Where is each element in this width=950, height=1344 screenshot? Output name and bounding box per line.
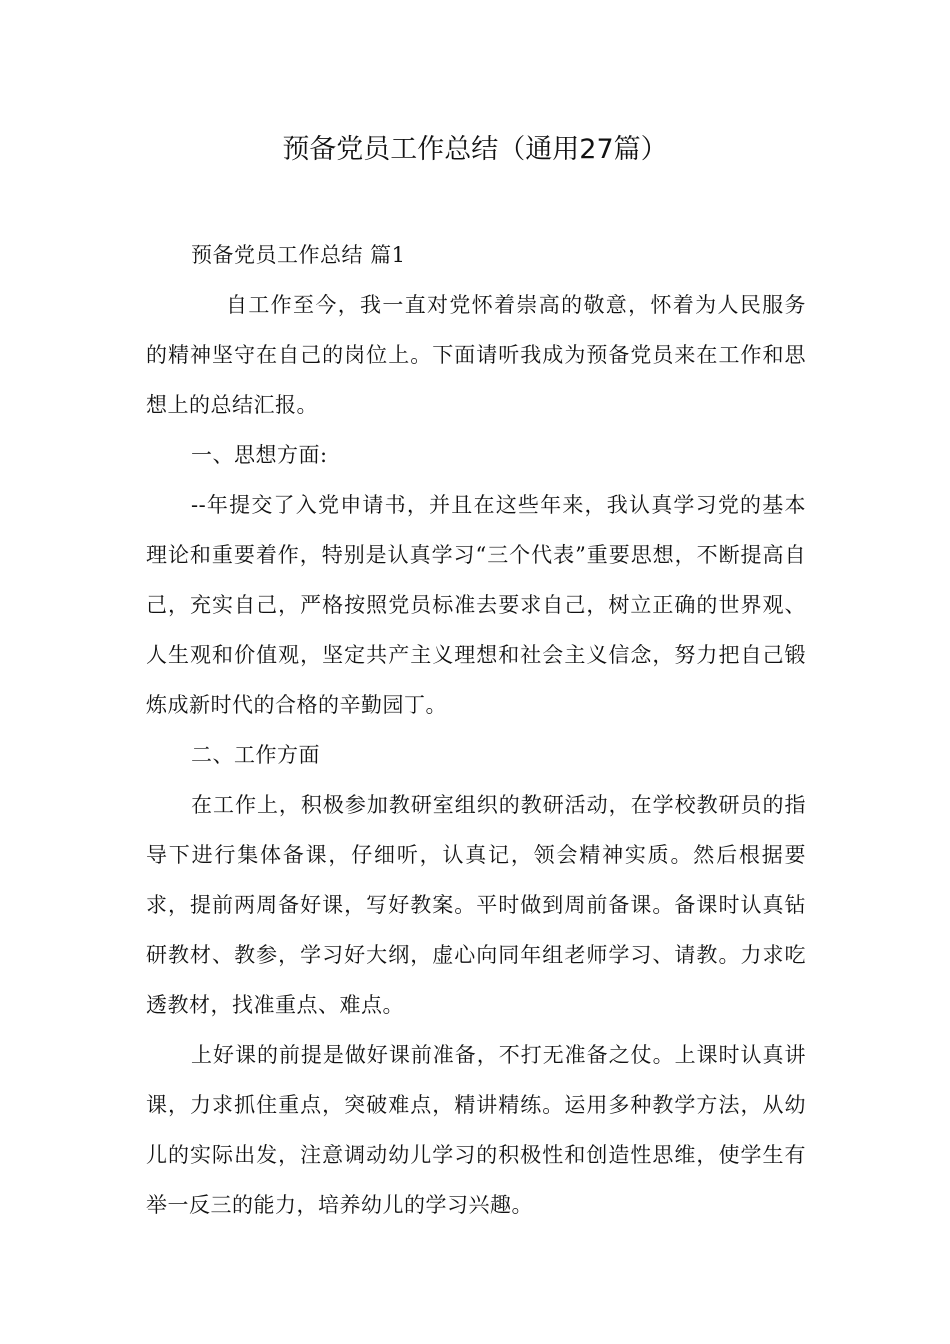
paragraph: 在工作上，积极参加教研室组织的教研活动，在学校教研员的指导下进行集体备课，仔细听，认真记，领会精神实质。然后根据要求，提前两周备好课，写好教案。平时做到周前备课。备课时认真钻研教材、教参，学习好大纲，虚心向同年组老师学习、请教。力求吃透教材，找准重点、难点。 [146, 793, 806, 1017]
document-title: 预备党员工作总结（通用27篇） [282, 134, 668, 165]
section-heading: 预备党员工作总结 篇1 [191, 243, 406, 267]
paragraph: 自工作至今，我一直对党怀着崇高的敬意，怀着为人民服务的精神坚守在自己的岗位上。下面请听我成为预备党员来在工作和思想上的总结汇报。 [146, 293, 806, 417]
section-heading: 一、思想方面: [191, 443, 328, 467]
paragraph: --年提交了入党申请书，并且在这些年来，我认真学习党的基本理论和重要着作，特别是认真学习“三个代表”重要思想，不断提高自己，充实自己，严格按照党员标准去要求自己，树立正确的世界观、人生观和价值观，坚定共产主义理想和社会主义信念，努力把自己锻炼成新时代的合格的辛勤园丁。 [146, 493, 806, 717]
document-body [146, 230, 806, 1230]
paragraph: 上好课的前提是做好课前准备，不打无准备之仗。上课时认真讲课，力求抓住重点，突破难点，精讲精练。运用多种教学方法，从幼儿的实际出发，注意调动幼儿学习的积极性和创造性思维，使学生有举一反三的能力，培养幼儿的学习兴趣。 [146, 1043, 806, 1217]
section-heading: 二、工作方面 [191, 743, 320, 767]
